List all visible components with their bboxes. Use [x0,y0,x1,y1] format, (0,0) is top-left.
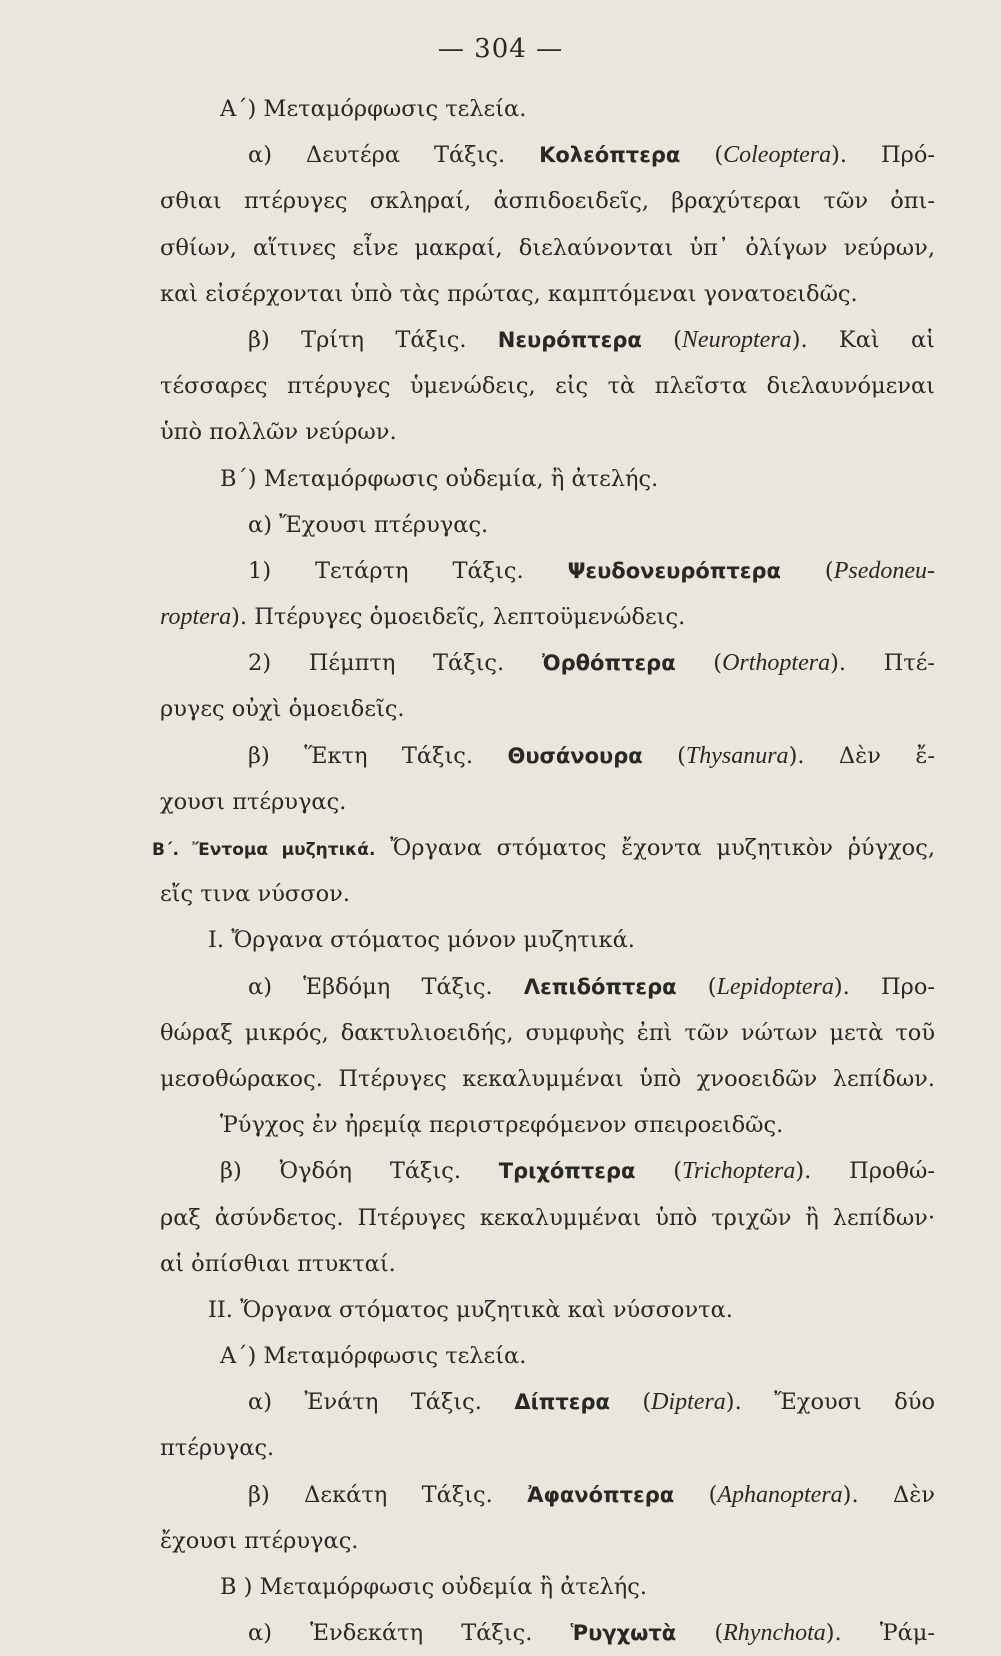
text-line [160,132,935,178]
text-line [160,1010,935,1056]
text-segment: 2) Πέμπτη Τάξις. [248,650,542,677]
text-line [160,871,935,917]
text-segment: σθιαι πτέρυγες σκληραί, ἀσπιδοειδεῖς, βραχύτεραι τῶν ὀπι- [160,188,935,215]
text-segment: καὶ εἰσέρχονται ὑπὸ τὰς πρώτας, καμπτόμεναι γονατοειδῶς. [160,280,858,307]
text-segment: α) Ἔχουσι πτέρυγας. [248,511,489,538]
text-segment: ). Δὲν ἔ- [788,742,936,769]
text-segment: εἴς τινα νύσσον. [160,881,350,908]
text-line [160,548,935,594]
text-segment: Ι. Ὄργανα στόματος μόνον μυζητικά. [208,927,635,954]
text-segment: Β΄) Μεταμόρφωσις οὐδεμία, ἢ ἀτελής. [220,465,659,492]
text-line [160,271,935,317]
text-segment: β) Τρίτη Τάξις. [248,326,498,353]
taxon-greek-name: Ὀρθόπτερα [541,651,676,676]
text-segment: ( [676,1620,724,1647]
text-segment: ( [641,326,682,353]
text-segment: ( [675,650,723,677]
page-number: — 304 — [437,34,564,64]
taxon-latin-name: Diptera [651,1389,726,1416]
text-line [160,1333,935,1379]
text-segment: πτέρυγας. [160,1435,275,1462]
text-segment: ). Δὲν [842,1481,935,1508]
text-line [160,1148,935,1194]
page-body-text [152,86,936,1656]
text-segment: ἔχουσι πτέρυγας. [160,1527,359,1554]
text-segment: Α΄) Μεταμόρφωσις τελεία. [220,96,527,122]
text-segment: α) Ἑνδεκάτη Τάξις. [248,1620,571,1647]
text-segment: μεσοθώρακος. Πτέρυγες κεκαλυμμέναι ὑπὸ χνοοειδῶν λεπίδων. [160,1065,935,1092]
text-line [160,1241,935,1287]
text-line [160,594,935,640]
taxon-greek-name: Λεπιδόπτερα [523,974,677,999]
text-segment: ( [780,557,834,584]
text-segment: ). Καὶ αἱ [791,326,936,353]
taxon-greek-name: Δίπτερα [514,1390,610,1415]
taxon-latin-name: roptera [160,604,232,631]
text-segment: χουσι πτέρυγας. [160,788,347,815]
text-segment: ). Προθώ- [795,1158,935,1185]
taxon-greek-name: Β΄. [152,840,193,860]
text-line [160,733,935,779]
text-line [160,178,935,224]
taxon-greek-name: Νευρόπτερα [497,327,642,352]
text-line [160,363,935,409]
text-segment: Ῥύγχος ἐν ἠρεμίᾳ περιστρεφόμενον σπειροειδῶς. [220,1112,784,1139]
text-segment: θώραξ μικρός, δακτυλιοειδής, συμφυὴς ἐπὶ τῶν νώτων μετὰ τοῦ [160,1019,935,1046]
text-line [152,825,935,871]
text-segment: Β ) Μεταμόρφωσις οὐδεμία ἢ ἀτελής. [220,1574,648,1600]
taxon-greek-name: Θυσάνουρα [507,743,643,768]
text-line [160,225,935,271]
taxon-latin-name: Lepidoptera [716,973,834,1000]
text-segment: β) Ὀγδόη Τάξις. [220,1158,499,1185]
text-segment: ( [680,142,724,169]
text-line [160,1564,935,1610]
text-line [160,1610,935,1656]
text-line [160,409,935,455]
taxon-latin-name: Rhynchota [723,1620,826,1647]
taxon-latin-name: Orthoptera [722,650,831,677]
text-segment: 1) Τετάρτη Τάξις. [248,557,568,584]
text-segment: ). Πτέρυγες ὁμοειδεῖς, λεπτοϋμενώδεις. [231,604,686,631]
taxon-greek-name: Ψευδονευρόπτερα [567,558,781,583]
text-segment: ). Ῥάμ- [825,1620,936,1647]
text-segment: ὑπὸ πολλῶν νεύρων. [160,419,397,446]
text-line [160,686,935,732]
text-segment: Ὄργανα στόματος ἔχοντα μυζητικὸν ῥύγχος, [375,835,935,861]
text-segment: ( [642,742,686,769]
text-line [160,1287,935,1333]
text-segment: α) Ἑβδόμη Τάξις. [248,973,524,1000]
taxon-greek-name: Ἀφανόπτερα [527,1482,675,1507]
text-segment: β) Δεκάτη Τάξις. [248,1481,528,1508]
text-line [160,964,935,1010]
text-segment: ). Προ- [833,973,935,1000]
text-segment: α) Δευτέρα Τάξις. [248,142,540,169]
taxon-greek-name: Ἔντομα μυζητικά. [192,840,376,860]
text-line [160,86,935,132]
text-segment: α) Ἐνάτη Τάξις. [248,1389,515,1416]
taxon-latin-name: Coleoptera [723,142,832,169]
taxon-greek-name: Κολεόπτερα [539,143,681,168]
text-segment: ). Πρό- [831,142,935,169]
text-line [160,1472,935,1518]
taxon-latin-name: Psedoneu- [833,557,935,584]
text-line [160,1102,935,1148]
text-segment: τέσσαρες πτέρυγες ὑμενώδεις, εἰς τὰ πλεῖστα διελαυνόμεναι [160,373,935,400]
taxon-latin-name: Trichoptera [682,1158,796,1185]
text-segment: ( [609,1389,652,1416]
text-segment: ραξ ἀσύνδετος. Πτέρυγες κεκαλυμμέναι ὑπὸ τριχῶν ἢ λεπίδων· [160,1204,935,1231]
text-segment: ρυγες οὐχὶ ὁμοειδεῖς. [160,696,405,723]
text-segment: ( [674,1481,718,1508]
taxon-greek-name: Τριχόπτερα [498,1159,636,1184]
text-line [160,502,935,548]
text-line [160,779,935,825]
taxon-latin-name: Thysanura [685,742,789,769]
text-segment: ( [676,973,717,1000]
text-segment: αἱ ὀπίσθιαι πτυκταί. [160,1250,396,1277]
text-line [160,456,935,502]
taxon-greek-name: Ῥυγχωτὰ [570,1621,677,1646]
text-segment: β) Ἕκτη Τάξις. [248,742,508,769]
text-line [160,1195,935,1241]
text-segment: ). Ἔχουσι δύο [725,1389,936,1416]
text-segment: ( [635,1158,683,1185]
text-line [160,1518,935,1564]
text-segment: ΙΙ. Ὄργανα στόματος μυζητικὰ καὶ νύσσοντα. [208,1296,733,1323]
text-line [160,1056,935,1102]
text-line [160,317,935,363]
text-segment: ). Πτέ- [830,650,935,677]
taxon-latin-name: Aphanoptera [717,1481,843,1508]
taxon-latin-name: Neuroptera [681,326,792,353]
text-segment: Α΄) Μεταμόρφωσις τελεία. [220,1343,527,1370]
text-line [160,1379,935,1425]
text-line [160,917,935,963]
text-segment: σθίων, αἵτινες εἶνε μακραί, διελαύνονται ὑπ᾽ ὀλίγων νεύρων, [160,234,935,261]
text-line [160,640,935,686]
text-line [160,1425,935,1471]
